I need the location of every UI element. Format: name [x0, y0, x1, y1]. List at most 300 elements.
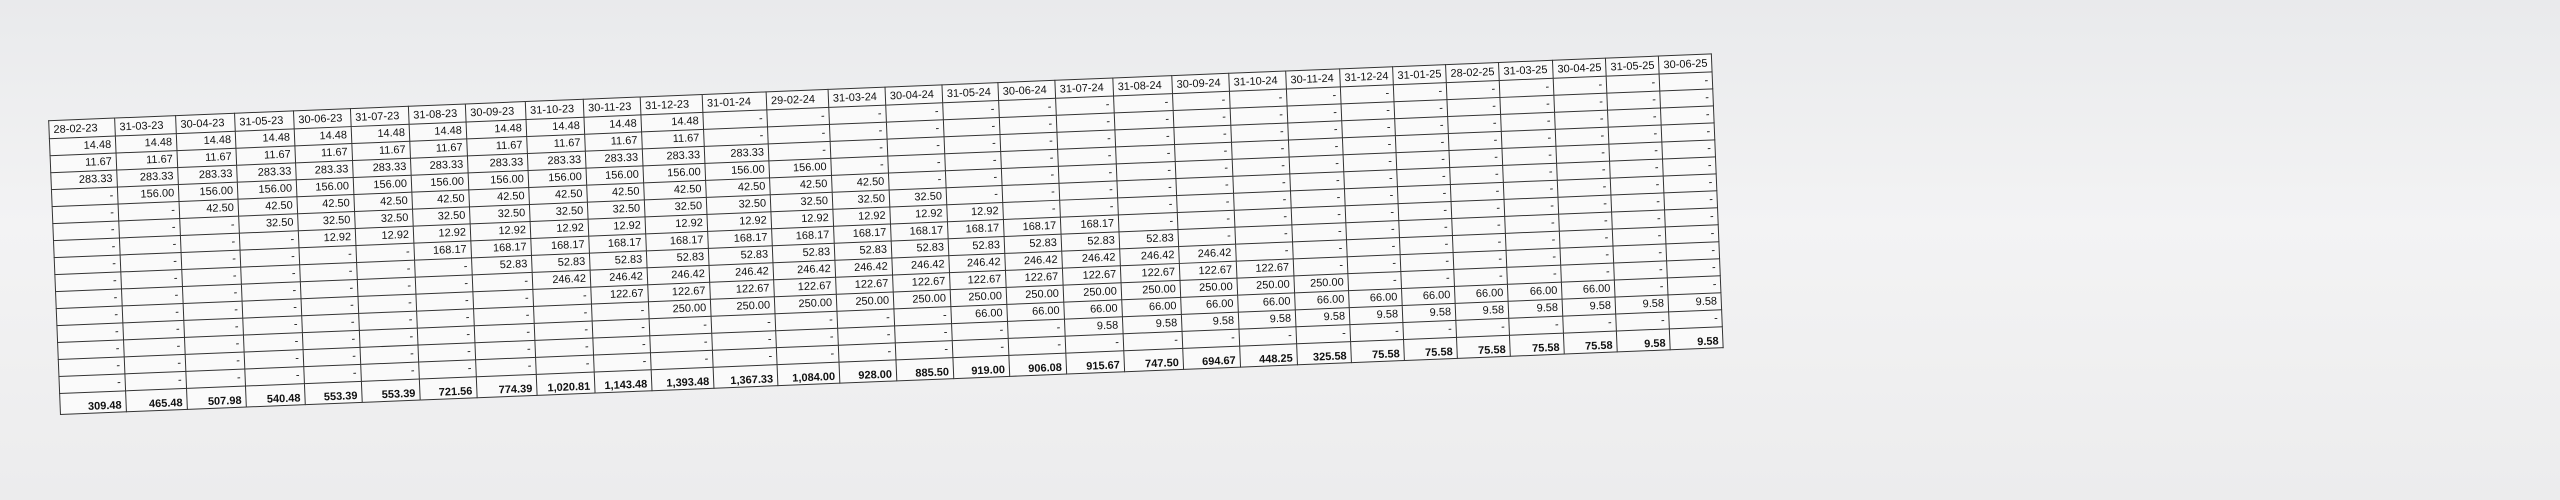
table-cell: - [1616, 312, 1670, 331]
table-cell: 246.42 [1062, 249, 1121, 268]
table-cell: - [1557, 161, 1611, 180]
header-cell: 30-04-25 [1553, 58, 1607, 78]
table-cell: 14.48 [49, 136, 116, 156]
table-cell: - [1176, 176, 1234, 195]
total-cell: 75.58 [1457, 335, 1511, 358]
table-cell: - [241, 282, 301, 301]
table-cell: - [1172, 91, 1230, 110]
header-cell: 30-06-23 [293, 109, 351, 129]
table-cell: 42.50 [587, 183, 645, 202]
table-cell: 52.83 [646, 248, 709, 267]
table-cell: 9.58 [1668, 293, 1722, 312]
table-cell: - [476, 357, 537, 376]
table-cell: - [1236, 242, 1294, 261]
table-cell: - [359, 328, 418, 347]
table-cell: 42.50 [412, 190, 470, 209]
table-cell: 156.00 [178, 182, 238, 201]
table-cell: 32.50 [889, 188, 947, 207]
table-cell: - [838, 326, 896, 345]
table-cell: - [886, 120, 944, 139]
table-cell: 283.33 [178, 165, 238, 184]
table-cell: 14.48 [466, 120, 527, 139]
table-cell: - [301, 296, 359, 315]
table-cell: - [1506, 248, 1561, 267]
table-cell: 11.67 [295, 144, 353, 163]
table-cell: 246.42 [1120, 246, 1180, 265]
table-cell: - [1342, 136, 1396, 155]
table-cell: - [1611, 193, 1665, 212]
table-cell: - [1401, 269, 1455, 288]
table-cell: - [888, 171, 946, 190]
table-cell: - [1557, 178, 1611, 197]
table-cell: - [1123, 331, 1183, 350]
table-cell: - [1056, 113, 1115, 132]
table-cell: - [594, 353, 652, 372]
table-cell: - [1056, 96, 1115, 115]
table-cell: - [419, 360, 477, 379]
table-cell: - [124, 337, 186, 356]
table-cell: - [300, 279, 358, 298]
table-cell: 9.58 [1295, 308, 1350, 327]
table-cell: - [703, 110, 768, 130]
table-cell: 32.50 [587, 200, 645, 219]
table-cell: - [650, 350, 713, 369]
table-cell: 12.92 [890, 205, 948, 224]
table-cell: - [120, 253, 182, 272]
header-cell: 30-11-23 [583, 97, 641, 117]
table-cell: - [895, 324, 953, 343]
table-cell: - [593, 336, 651, 355]
header-cell: 31-05-23 [235, 111, 295, 131]
table-cell: 32.50 [706, 195, 771, 215]
table-cell: - [534, 321, 593, 340]
table-cell: - [1665, 225, 1719, 244]
table-cell: 42.50 [529, 185, 588, 204]
table-cell: - [1504, 197, 1559, 216]
table-cell: - [888, 154, 946, 173]
table-cell: 168.17 [471, 238, 532, 257]
table-cell: 66.00 [951, 304, 1008, 323]
table-cell: 42.50 [644, 180, 707, 199]
total-cell: 1,393.48 [651, 367, 714, 390]
table-cell: - [58, 340, 125, 360]
table-cell: 168.17 [1060, 215, 1119, 234]
table-cell: - [1666, 242, 1720, 261]
table-cell: - [649, 316, 712, 335]
table-cell: - [1175, 159, 1233, 178]
table-cell: 12.92 [355, 226, 414, 245]
table-cell: - [1178, 227, 1236, 246]
table-cell: - [1234, 208, 1292, 227]
table-cell: 9.58 [1349, 306, 1403, 325]
header-cell: 28-02-25 [1446, 62, 1500, 82]
table-cell: 12.92 [530, 219, 589, 238]
table-cell: 283.33 [117, 168, 179, 187]
table-cell: 66.00 [1122, 297, 1182, 316]
table-cell: - [952, 338, 1009, 357]
table-cell: 122.67 [1062, 266, 1121, 285]
table-cell: - [415, 275, 473, 294]
table-cell: 122.67 [1179, 261, 1237, 280]
table-cell: - [1398, 201, 1452, 220]
table-cell: 52.83 [891, 239, 949, 258]
table-cell: - [1292, 223, 1347, 242]
total-cell: 540.48 [245, 384, 305, 407]
table-cell: - [122, 303, 184, 322]
table-cell: - [1173, 108, 1231, 127]
table-cell: 250.00 [1237, 276, 1295, 295]
table-cell: - [1230, 106, 1288, 125]
table-cell: - [1667, 259, 1721, 278]
table-cell: - [768, 124, 831, 143]
table-cell: - [999, 98, 1057, 117]
table-cell: 246.42 [892, 256, 950, 275]
table-cell: - [52, 204, 119, 224]
table-cell: - [121, 269, 183, 288]
table-cell: 11.67 [352, 141, 411, 160]
table-cell: 156.00 [468, 171, 529, 190]
table-cell: 156.00 [117, 185, 179, 204]
total-cell: 928.00 [839, 360, 897, 383]
table-cell: 12.92 [413, 224, 471, 243]
table-cell: - [1394, 100, 1448, 119]
table-cell: 32.50 [413, 207, 471, 226]
table-cell: - [1296, 325, 1351, 344]
table-cell: 246.42 [949, 253, 1006, 272]
table-cell: 42.50 [706, 178, 771, 198]
table-cell: 283.33 [527, 151, 586, 170]
table-cell: 66.00 [1402, 286, 1456, 305]
table-cell: - [180, 233, 240, 252]
table-cell: - [1448, 114, 1502, 133]
total-cell: 553.39 [304, 381, 362, 404]
table-cell: 66.00 [1238, 293, 1296, 312]
table-cell: - [1288, 138, 1343, 157]
table-cell: 168.17 [834, 224, 892, 243]
table-cell: - [54, 255, 121, 275]
table-cell: - [1058, 147, 1117, 166]
table-cell: - [1506, 231, 1561, 250]
table-cell: - [1114, 111, 1174, 130]
table-cell: 156.00 [586, 166, 644, 185]
table-cell: 122.67 [1005, 268, 1063, 287]
table-cell: 9.58 [1615, 295, 1669, 314]
table-cell: - [475, 340, 536, 359]
table-cell: 168.17 [414, 241, 472, 260]
table-cell: - [118, 202, 180, 221]
table-cell: 32.50 [355, 209, 414, 228]
table-cell: - [183, 301, 243, 320]
table-cell: - [1002, 183, 1060, 202]
header-cell: 29-02-24 [766, 89, 829, 109]
table-cell: - [591, 302, 649, 321]
table-cell: 250.00 [1121, 280, 1181, 299]
table-cell: 9.58 [1238, 310, 1296, 329]
table-cell: 12.92 [298, 229, 356, 248]
table-cell: - [831, 156, 889, 175]
table-cell: - [533, 287, 592, 306]
header-cell: 31-07-24 [1055, 78, 1114, 98]
table-cell: 168.17 [891, 222, 949, 241]
table-cell: - [1403, 320, 1457, 339]
table-cell: 42.50 [469, 188, 530, 207]
table-cell: 156.00 [296, 178, 354, 197]
table-cell: - [886, 103, 944, 122]
table-cell: - [1001, 166, 1059, 185]
table-cell: - [1559, 212, 1613, 231]
table-cell: - [1232, 157, 1290, 176]
table-cell: 66.00 [1455, 284, 1509, 303]
table-cell: - [829, 105, 887, 124]
table-cell: 250.00 [648, 299, 711, 318]
header-cell: 31-12-23 [640, 94, 703, 114]
table-cell: - [767, 107, 830, 126]
table-cell: 122.67 [950, 270, 1007, 289]
table-cell: - [1668, 276, 1722, 295]
total-cell: 75.58 [1404, 337, 1458, 360]
table-cell: 9.58 [1455, 301, 1509, 320]
table-cell: 246.42 [647, 265, 710, 284]
table-cell: - [1288, 121, 1343, 140]
table-cell: 12.92 [771, 209, 834, 228]
table-cell: - [57, 323, 124, 343]
table-cell: - [119, 236, 181, 255]
table-cell: - [943, 118, 1000, 137]
table-cell: 156.00 [643, 163, 706, 182]
table-cell: - [1116, 145, 1176, 164]
total-cell: 906.08 [1009, 353, 1067, 376]
table-cell: 168.17 [708, 229, 773, 249]
table-cell: - [240, 248, 300, 267]
table-cell: 246.42 [1005, 251, 1063, 270]
table-cell: 283.33 [467, 154, 528, 173]
table-cell: 283.33 [296, 161, 354, 180]
table-cell: 14.48 [641, 112, 704, 131]
table-cell: 66.00 [1007, 302, 1065, 321]
table-cell: - [1350, 323, 1404, 342]
table-cell: - [536, 355, 595, 374]
table-cell: - [829, 122, 887, 141]
table-cell: - [1509, 316, 1564, 335]
total-cell: 1,143.48 [594, 370, 652, 393]
table-cell: - [241, 265, 301, 284]
table-cell: - [704, 127, 769, 147]
total-cell: 325.58 [1297, 342, 1352, 365]
table-cell: - [1561, 263, 1615, 282]
table-cell: 250.00 [893, 290, 951, 309]
table-cell: - [1446, 80, 1500, 99]
header-cell: 31-12-24 [1340, 67, 1394, 87]
table-cell: 42.50 [354, 192, 413, 211]
table-cell: - [1001, 149, 1059, 168]
table-cell: - [357, 260, 416, 279]
table-cell: - [185, 352, 245, 371]
table-cell: - [1447, 97, 1501, 116]
table-cell: - [417, 309, 475, 328]
table-cell: 14.48 [294, 127, 352, 146]
total-cell: 774.39 [476, 374, 537, 397]
table-cell: 250.00 [1063, 283, 1122, 302]
table-cell: - [999, 115, 1057, 134]
header-cell: 28-02-23 [49, 118, 116, 139]
table-cell: 42.50 [770, 175, 833, 194]
table-cell: - [125, 371, 187, 390]
table-cell: 52.83 [1061, 232, 1120, 251]
table-cell: - [1348, 272, 1402, 291]
table-cell: - [1453, 250, 1507, 269]
table-cell: - [1451, 199, 1505, 218]
table-cell: - [1395, 134, 1449, 153]
table-cell: - [1663, 157, 1717, 176]
total-cell: 75.58 [1510, 333, 1565, 356]
table-cell: - [1454, 267, 1508, 286]
table-cell: - [51, 187, 118, 207]
table-cell: 246.42 [532, 270, 591, 289]
table-cell: - [1556, 144, 1610, 163]
table-cell: 52.83 [708, 246, 773, 266]
total-cell: 885.50 [896, 358, 954, 381]
table-cell: - [360, 345, 419, 364]
table-cell: - [943, 101, 1000, 120]
table-cell: - [1175, 142, 1233, 161]
table-cell: 32.50 [298, 212, 356, 231]
table-cell: - [711, 314, 776, 334]
table-cell: 283.33 [642, 146, 705, 165]
table-cell: - [1116, 162, 1176, 181]
table-cell: 250.00 [710, 297, 775, 317]
total-cell: 309.48 [60, 391, 127, 415]
table-cell: 66.00 [1064, 300, 1123, 319]
table-cell: - [1177, 210, 1235, 229]
table-cell: - [1291, 206, 1346, 225]
table-cell: - [1503, 163, 1558, 182]
table-cell: 32.50 [529, 202, 588, 221]
table-cell: - [53, 221, 120, 241]
table-cell: - [1343, 153, 1397, 172]
table-cell: - [1500, 95, 1555, 114]
table-cell: - [1560, 246, 1614, 265]
table-cell: - [242, 299, 302, 318]
table-cell: - [1231, 140, 1289, 159]
table-cell: - [1501, 112, 1556, 131]
table-cell: - [58, 357, 125, 377]
table-cell: - [1293, 240, 1348, 259]
header-cell: 31-05-25 [1606, 56, 1660, 76]
table-cell: - [1559, 229, 1613, 248]
table-cell: 283.33 [237, 163, 297, 182]
table-cell: 156.00 [528, 168, 587, 187]
table-cell: 283.33 [410, 156, 468, 175]
table-cell: 283.33 [51, 170, 118, 190]
total-cell: 9.58 [1670, 327, 1724, 350]
header-cell: 31-10-24 [1229, 71, 1287, 91]
table-cell: 168.17 [531, 236, 590, 255]
table-cell: - [1235, 225, 1293, 244]
table-cell: - [1449, 148, 1503, 167]
table-cell: - [838, 343, 896, 362]
header-cell: 30-04-24 [885, 85, 943, 105]
schedule-table [48, 53, 1724, 415]
table-cell: 122.67 [774, 277, 837, 296]
table-cell: 32.50 [832, 190, 890, 209]
header-cell: 31-01-24 [702, 92, 767, 113]
total-cell: 507.98 [187, 386, 247, 409]
table-cell: - [244, 350, 304, 369]
table-cell: - [1234, 191, 1292, 210]
table-cell: 246.42 [1179, 244, 1237, 263]
table-cell: 168.17 [646, 231, 709, 250]
table-cell: 11.67 [410, 139, 468, 158]
header-cell: 31-03-24 [828, 87, 886, 107]
table-cell: - [181, 250, 241, 269]
table-cell: 11.67 [642, 129, 705, 148]
table-cell: - [359, 311, 418, 330]
table-cell: - [1502, 146, 1557, 165]
header-cell: 30-04-23 [176, 113, 236, 133]
table-cell: - [299, 245, 357, 264]
table-cell: - [358, 294, 417, 313]
table-cell: 14.48 [409, 122, 467, 141]
table-cell: - [650, 333, 713, 352]
table-cell: - [1115, 128, 1175, 147]
table-cell: - [1555, 110, 1609, 129]
table-cell: - [945, 152, 1002, 171]
table-cell: 32.50 [644, 197, 707, 216]
table-cell: - [1456, 318, 1510, 337]
table-cell: - [1662, 140, 1716, 159]
table-cell: - [1290, 172, 1345, 191]
table-cell: - [775, 311, 838, 330]
table-cell: - [1393, 83, 1447, 102]
table-cell: 66.00 [1508, 282, 1563, 301]
table-cell: 168.17 [772, 226, 835, 245]
table-cell: - [418, 343, 476, 362]
table-cell: 11.67 [236, 146, 296, 165]
table-cell: - [1607, 91, 1661, 110]
table-cell: - [1663, 174, 1717, 193]
table-cell: - [830, 139, 888, 158]
table-cell: 66.00 [1295, 291, 1350, 310]
table-cell: - [1117, 179, 1177, 198]
table-cell: - [592, 319, 650, 338]
table-cell: 12.92 [645, 214, 708, 233]
table-cell: - [416, 292, 474, 311]
header-cell: 30-11-24 [1286, 69, 1341, 89]
table-cell: 14.48 [235, 129, 295, 148]
table-cell: - [1450, 182, 1504, 201]
table-cell: 42.50 [297, 195, 355, 214]
table-cell: - [1174, 125, 1232, 144]
total-cell: 75.58 [1351, 340, 1405, 363]
table-cell: - [1239, 327, 1297, 346]
table-cell: 9.58 [1562, 297, 1616, 316]
table-cell: 12.92 [588, 217, 646, 236]
table-cell: 122.67 [710, 280, 775, 300]
table-cell: - [1499, 78, 1554, 97]
table-cell: 283.33 [353, 158, 412, 177]
table-cell: - [180, 216, 240, 235]
table-cell: - [1229, 89, 1287, 108]
table-cell: - [1058, 164, 1117, 183]
table-cell: - [1503, 180, 1558, 199]
table-cell: - [473, 289, 534, 308]
table-cell: - [121, 286, 183, 305]
table-cell: - [1450, 165, 1504, 184]
table-cell: 9.58 [1064, 317, 1123, 336]
table-cell: 9.58 [1181, 312, 1239, 331]
table-cell: - [895, 341, 953, 360]
table-cell: - [245, 367, 305, 386]
